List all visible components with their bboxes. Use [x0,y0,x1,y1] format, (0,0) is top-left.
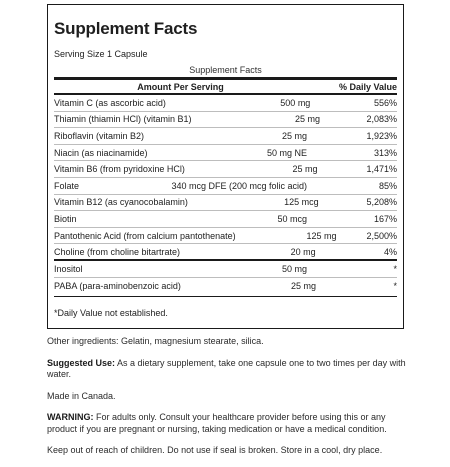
table-row [54,211,397,228]
nutrient-amount: 125 mg [306,230,337,241]
nutrient-name: Niacin (as niacinamide) [54,147,148,158]
nutrient-name: Pantothenic Acid (from calcium pantothenate) [54,230,236,241]
nutrient-amount: 20 mg [290,246,316,257]
suggested-use [47,358,407,381]
nutrient-daily-value: * [393,263,397,274]
nutrient-amount: 25 mg [294,114,320,125]
product-info [47,336,407,467]
serving-size: Serving Size 1 Capsule [54,49,148,59]
nutrient-amount: 125 mcg [284,197,319,208]
nutrient-name: Vitamin C (as ascorbic acid) [54,97,166,108]
nutrient-amount: 50 mg NE [266,147,307,158]
nutrient-amount: 25 mg [292,164,318,175]
nutrient-amount: 50 mg [281,263,307,274]
warning [47,412,407,435]
nutrient-name: Folate [54,180,80,191]
suggested-use-label: Suggested Use: [47,357,116,368]
table-row [54,145,397,162]
nutrient-daily-value: 167% [373,213,397,224]
header-daily-value: % Daily Value [338,81,397,92]
nutrient-daily-value: 2,083% [366,114,397,125]
footnote-rule [54,296,397,297]
nutrient-daily-value: 4% [383,246,397,257]
table-header [54,80,397,93]
table-row [54,95,397,112]
nutrient-name: Biotin [54,213,77,224]
nutrient-daily-value: 85% [378,180,397,191]
table-row [54,195,397,212]
header-amount-per-serving: Amount Per Serving [137,81,224,92]
nutrient-amount: 340 mcg DFE (200 mcg folic acid) [171,180,307,191]
nutrient-daily-value: 556% [373,97,397,108]
table-row [54,228,397,245]
nutrient-amount: 25 mg [290,280,316,291]
nutrient-name: Riboflavin (vitamin B2) [54,130,145,141]
panel-title: Supplement Facts [54,19,198,38]
nutrient-daily-value: 5,208% [366,197,397,208]
nutrient-name: PABA (para-aminobenzoic acid) [54,280,181,291]
nutrient-amount: 500 mg [280,97,311,108]
table-row [54,128,397,145]
table-row [54,161,397,178]
nutrient-daily-value: 313% [373,147,397,158]
footnote: *Daily Value not established. [54,308,168,319]
table-row [54,244,397,261]
nutrient-name: Inositol [54,263,83,274]
table-row [54,261,397,278]
nutrient-name: Choline (from choline bitartrate) [54,246,181,257]
table-row [54,178,397,195]
nutrient-daily-value: * [393,280,397,291]
nutrient-name: Vitamin B12 (as cyanocobalamin) [54,197,188,208]
supplement-facts-panel [47,4,404,329]
nutrient-amount: 50 mcg [277,213,307,224]
nutrient-daily-value: 1,471% [366,164,397,175]
nutrient-name: Thiamin (thiamin HCl) (vitamin B1) [54,114,192,125]
nutrient-amount: 25 mg [281,130,307,141]
table-row [54,278,397,295]
warning-label: WARNING: [47,412,94,422]
table-row [54,112,397,129]
made-in: Made in Canada. [47,390,116,401]
panel-subtitle: Supplement Facts [189,65,262,75]
other-ingredients: Other ingredients: Gelatin, magnesium stearate, silica. [47,336,264,346]
nutrient-daily-value: 2,500% [366,230,397,241]
warning-text: For adults only. Consult your healthcare provider before using this or any product if you are pregnant or nursing, taking medication or have a medical condition. [47,412,387,434]
nutrient-table [54,95,397,294]
storage-instructions: Keep out of reach of children. Do not use if seal is broken. Store in a cool, dry place. [47,445,383,455]
nutrient-name: Vitamin B6 (from pyridoxine HCl) [54,164,185,175]
suggested-use-text: As a dietary supplement, take one capsule one to two times per day with water. [47,357,406,379]
nutrient-daily-value: 1,923% [366,130,397,141]
